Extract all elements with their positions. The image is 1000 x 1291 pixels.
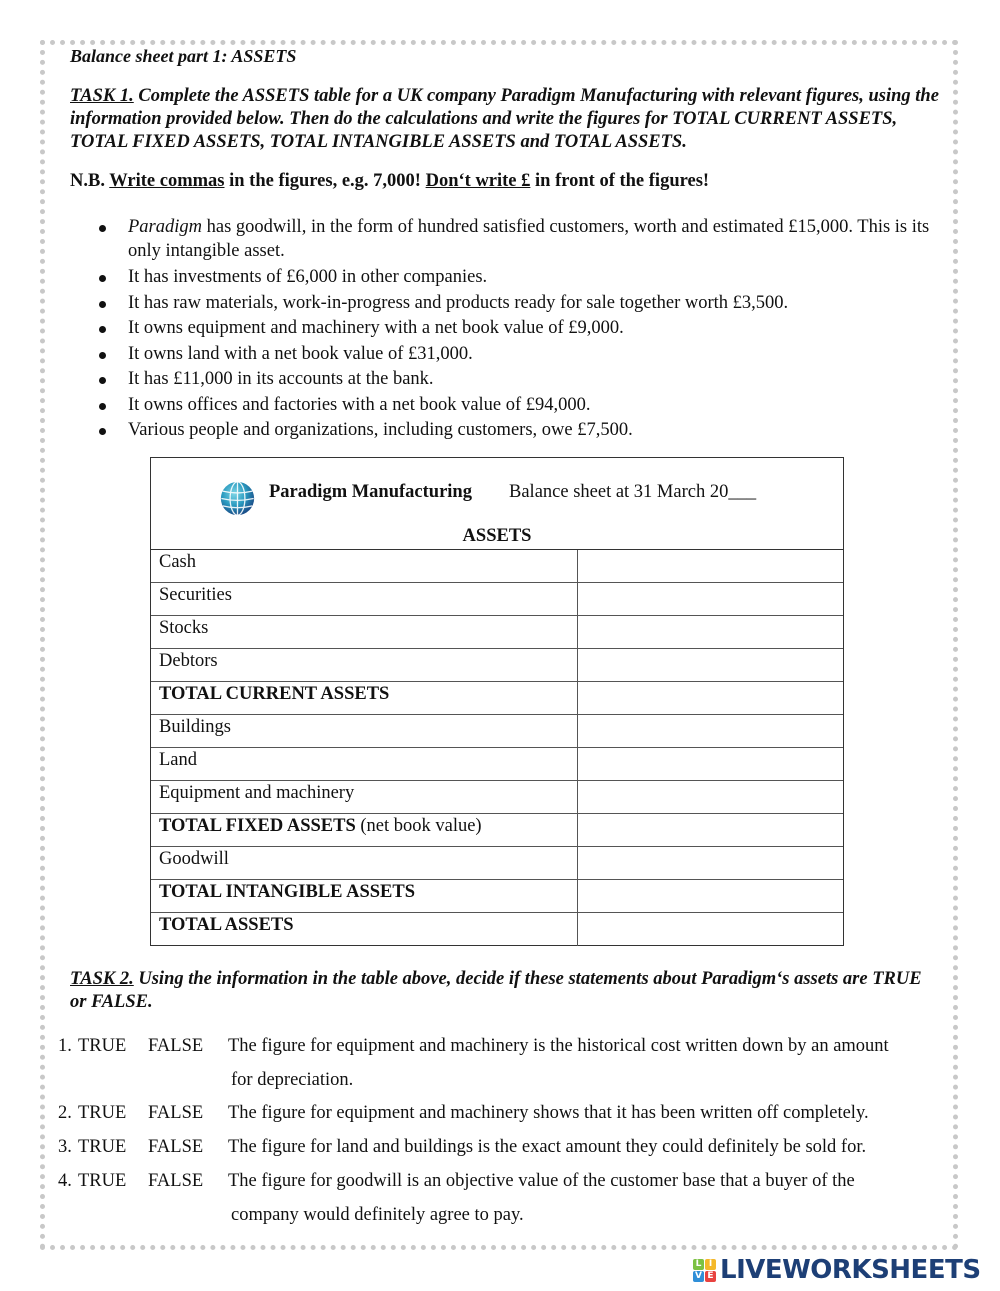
true-option[interactable]: TRUE bbox=[78, 1103, 127, 1123]
total-fixed-assets-input[interactable] bbox=[578, 814, 843, 846]
fact-item bbox=[96, 215, 936, 263]
fact-item bbox=[96, 367, 936, 393]
balance-sheet-table bbox=[150, 457, 844, 946]
badge-letter: E bbox=[705, 1271, 716, 1282]
task1-text: Complete the ASSETS table for a UK company Paradigm Manufacturing with relevant figures, using the information provided below. Then do the calculations and write the figures for TOTAL CURRENT ASSETS, TOTAL FIXED ASSETS, TOTAL INTANGIBLE ASSETS and TOTAL ASSETS. bbox=[70, 86, 939, 152]
equipment-machinery-input[interactable] bbox=[578, 781, 843, 813]
total-intangible-assets-input[interactable] bbox=[578, 880, 843, 912]
row-buildings bbox=[151, 715, 843, 748]
task1-instructions bbox=[70, 85, 940, 154]
question-number: 1. bbox=[58, 1036, 72, 1056]
row-label: Equipment and machinery bbox=[151, 781, 578, 813]
live-badge-icon bbox=[693, 1259, 716, 1282]
row-label: TOTAL CURRENT ASSETS bbox=[151, 682, 578, 714]
false-option[interactable]: FALSE bbox=[148, 1036, 204, 1056]
statement: The figure for equipment and machinery shows that it has been written off completely. bbox=[228, 1103, 869, 1123]
nb-prefix: N.B. bbox=[70, 171, 110, 191]
fact-item bbox=[96, 393, 936, 419]
row-label: Land bbox=[151, 748, 578, 780]
false-option[interactable]: FALSE bbox=[148, 1103, 204, 1123]
statement bbox=[228, 1029, 938, 1097]
question-number: 2. bbox=[58, 1103, 72, 1123]
fact-item bbox=[96, 291, 936, 317]
assets-heading: ASSETS bbox=[462, 526, 532, 546]
liveworksheets-logo bbox=[693, 1257, 981, 1283]
task1-label: TASK 1. bbox=[70, 86, 134, 106]
statement-text: The figure for equipment and machinery is the historical cost written down by an amount bbox=[228, 1036, 889, 1056]
securities-input[interactable] bbox=[578, 583, 843, 615]
fact-company-name: Paradigm bbox=[128, 217, 202, 237]
row-label-bold: TOTAL FIXED ASSETS bbox=[159, 816, 356, 836]
cash-input[interactable] bbox=[578, 550, 843, 582]
statement-text-cont: company would definitely agree to pay. bbox=[231, 1205, 524, 1225]
land-input[interactable] bbox=[578, 748, 843, 780]
row-total-current-assets bbox=[151, 682, 843, 715]
row-total-fixed-assets bbox=[151, 814, 843, 847]
badge-letter: I bbox=[705, 1259, 716, 1270]
row-label-note: (net book value) bbox=[355, 816, 482, 836]
row-land bbox=[151, 748, 843, 781]
nb-pound: Don‘t write £ bbox=[425, 171, 531, 191]
fact-item bbox=[96, 316, 936, 342]
row-label: Cash bbox=[151, 550, 578, 582]
task2-instructions bbox=[70, 968, 940, 1014]
row-label: Securities bbox=[151, 583, 578, 615]
fact-text: It owns equipment and machinery with a net book value of £9,000. bbox=[128, 318, 624, 338]
true-option[interactable]: TRUE bbox=[78, 1137, 127, 1157]
fact-item bbox=[96, 342, 936, 368]
true-option[interactable]: TRUE bbox=[78, 1171, 127, 1191]
row-label: Buildings bbox=[151, 715, 578, 747]
row-label: TOTAL INTANGIBLE ASSETS bbox=[151, 880, 578, 912]
false-option[interactable]: FALSE bbox=[148, 1137, 204, 1157]
question-number: 4. bbox=[58, 1171, 72, 1191]
fact-text: It has investments of £6,000 in other companies. bbox=[128, 267, 488, 287]
stocks-input[interactable] bbox=[578, 616, 843, 648]
logo-text: LIVEWORKSHEETS bbox=[720, 1255, 981, 1285]
nb-note bbox=[70, 171, 709, 192]
row-equipment-machinery bbox=[151, 781, 843, 814]
true-option[interactable]: TRUE bbox=[78, 1036, 127, 1056]
page-title: Balance sheet part 1: ASSETS bbox=[70, 46, 297, 66]
statement-text: The figure for goodwill is an objective value of the customer base that a buyer of the bbox=[228, 1171, 855, 1191]
nb-commas: Write commas bbox=[109, 171, 225, 191]
total-current-assets-input[interactable] bbox=[578, 682, 843, 714]
fact-text: Various people and organizations, including customers, owe £7,500. bbox=[128, 420, 633, 440]
false-option[interactable]: FALSE bbox=[148, 1171, 204, 1191]
balance-sheet-header bbox=[151, 458, 843, 550]
globe-icon bbox=[219, 480, 256, 517]
row-label: Goodwill bbox=[151, 847, 578, 879]
fact-item bbox=[96, 418, 936, 444]
statement-text-cont: for depreciation. bbox=[231, 1070, 354, 1090]
debtors-input[interactable] bbox=[578, 649, 843, 681]
statement bbox=[228, 1164, 938, 1232]
facts-list bbox=[96, 215, 936, 444]
buildings-input[interactable] bbox=[578, 715, 843, 747]
balance-sheet-date: Balance sheet at 31 March 20___ bbox=[509, 482, 757, 502]
row-label bbox=[151, 814, 578, 846]
company-name: Paradigm Manufacturing bbox=[269, 482, 472, 502]
row-label: Stocks bbox=[151, 616, 578, 648]
fact-item bbox=[96, 265, 936, 291]
row-total-intangible-assets bbox=[151, 880, 843, 913]
question-number: 3. bbox=[58, 1137, 72, 1157]
fact-text: has goodwill, in the form of hundred satisfied customers, worth and estimated £15,000. This is its only intangible asset. bbox=[128, 217, 930, 261]
row-label: Debtors bbox=[151, 649, 578, 681]
nb-middle: in the figures, e.g. 7,000! bbox=[224, 171, 426, 191]
row-cash bbox=[151, 550, 843, 583]
row-label: TOTAL ASSETS bbox=[151, 913, 578, 946]
fact-text: It owns offices and factories with a net book value of £94,000. bbox=[128, 394, 591, 415]
row-securities bbox=[151, 583, 843, 616]
nb-suffix: in front of the figures! bbox=[530, 171, 710, 191]
fact-text: It owns land with a net book value of £31,000. bbox=[128, 343, 473, 364]
row-stocks bbox=[151, 616, 843, 649]
total-assets-input[interactable] bbox=[578, 913, 843, 946]
fact-text: It has £11,000 in its accounts at the bank. bbox=[128, 369, 434, 389]
badge-letter: V bbox=[693, 1271, 704, 1282]
task2-text: Using the information in the table above, decide if these statements about Paradigm‘s assets are TRUE or FALSE. bbox=[70, 969, 922, 1012]
row-total-assets bbox=[151, 913, 843, 946]
statement: The figure for land and buildings is the exact amount they could definitely be sold for. bbox=[228, 1137, 867, 1157]
fact-text: It has raw materials, work-in-progress and products ready for sale together worth £3,500. bbox=[128, 292, 789, 313]
row-goodwill bbox=[151, 847, 843, 880]
row-debtors bbox=[151, 649, 843, 682]
badge-letter: L bbox=[693, 1259, 704, 1270]
task2-label: TASK 2. bbox=[70, 969, 134, 989]
goodwill-input[interactable] bbox=[578, 847, 843, 879]
